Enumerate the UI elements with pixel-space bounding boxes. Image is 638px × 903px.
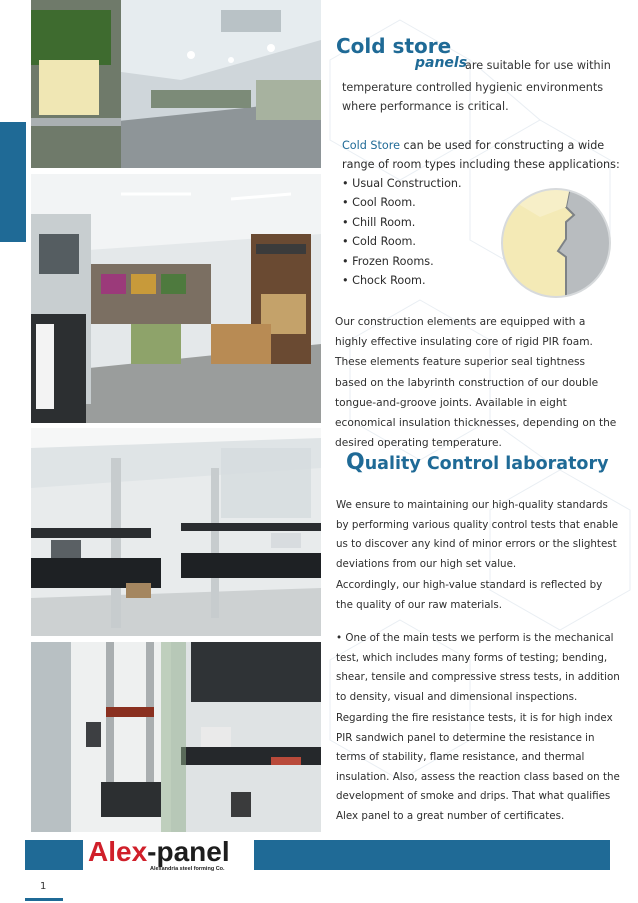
- cold-store-highlight: Cold Store: [342, 139, 400, 152]
- list-item: • Cold Room.: [342, 232, 462, 251]
- footer-bar-left: [25, 840, 83, 870]
- cold-store-intro-line1: are suitable for use within: [465, 59, 611, 72]
- footer-bar-right: [254, 840, 610, 870]
- page-number: 1: [40, 881, 47, 892]
- cold-store-applications-text: can be used for constructing a wide range of room types including these applications:: [342, 139, 620, 172]
- page-number-underline: [25, 898, 63, 901]
- list-item: • Chill Room.: [342, 213, 462, 232]
- logo-tagline: Alexandria steel forming Co.: [150, 866, 225, 872]
- quality-paragraph-2: Accordingly, our high-value standard is reflected by the quality of our raw materials.: [336, 579, 603, 611]
- quality-heading-first: Q: [346, 450, 365, 475]
- logo-dark-part: -panel: [147, 836, 230, 867]
- quality-paragraph-1: We ensure to maintaining our high-quality standards by performing various quality control tests that enable us to discover any kind of minor errors or the slightest deviations from our high set value.: [336, 499, 619, 570]
- logo-wordmark: [88, 836, 230, 868]
- applications-list: [342, 174, 462, 290]
- photo-quality-lab: [31, 428, 321, 636]
- quality-heading-rest: uality Control laboratory: [364, 454, 609, 474]
- alex-panel-logo: [88, 836, 250, 876]
- cold-store-applications-intro: [342, 136, 627, 175]
- panel-joint-illustration: [500, 187, 612, 299]
- quality-control-heading: [346, 450, 609, 475]
- side-tab-accent: [0, 122, 26, 242]
- construction-paragraph: Our construction elements are equipped with a highly effective insulating core of rigid PIR foam. These elements feature superior seal tightness based on the labyrinth construction of our double tongue-and-groove joints. Available in eight economical insulation thicknesses, depending on the desired operating temperature.: [335, 316, 617, 450]
- list-item: • Frozen Rooms.: [342, 252, 462, 271]
- photo-cold-store-warehouse: [31, 174, 321, 423]
- photo-cold-store-flowers: [31, 0, 321, 168]
- list-item: • Chock Room.: [342, 271, 462, 290]
- quality-paragraph-3: • One of the main tests we perform is the mechanical test, which includes many forms of testing; bending, shear, tensile and compressive stress tests, in addition to density, visual and dimensional inspections.: [336, 632, 620, 703]
- cold-store-heading-sub: panels: [415, 55, 468, 71]
- photo-testing-machine: [31, 642, 321, 832]
- list-item: • Cool Room.: [342, 193, 462, 212]
- cold-store-heading: Cold store: [336, 34, 452, 58]
- cold-store-intro-line2: temperature controlled hygienic environments where performance is critical.: [342, 81, 604, 113]
- quality-paragraph-4: Regarding the fire resistance tests, it is for high index PIR sandwich panel to determine the resistance in terms of stability, flame resistance, and thermal insulation. Also, assess the reaction class based on the development of smoke and drips. That what qualifies Alex panel to a great number of certificates.: [336, 712, 620, 822]
- logo-red-part: Alex: [88, 836, 148, 867]
- list-item: • Usual Construction.: [342, 174, 462, 193]
